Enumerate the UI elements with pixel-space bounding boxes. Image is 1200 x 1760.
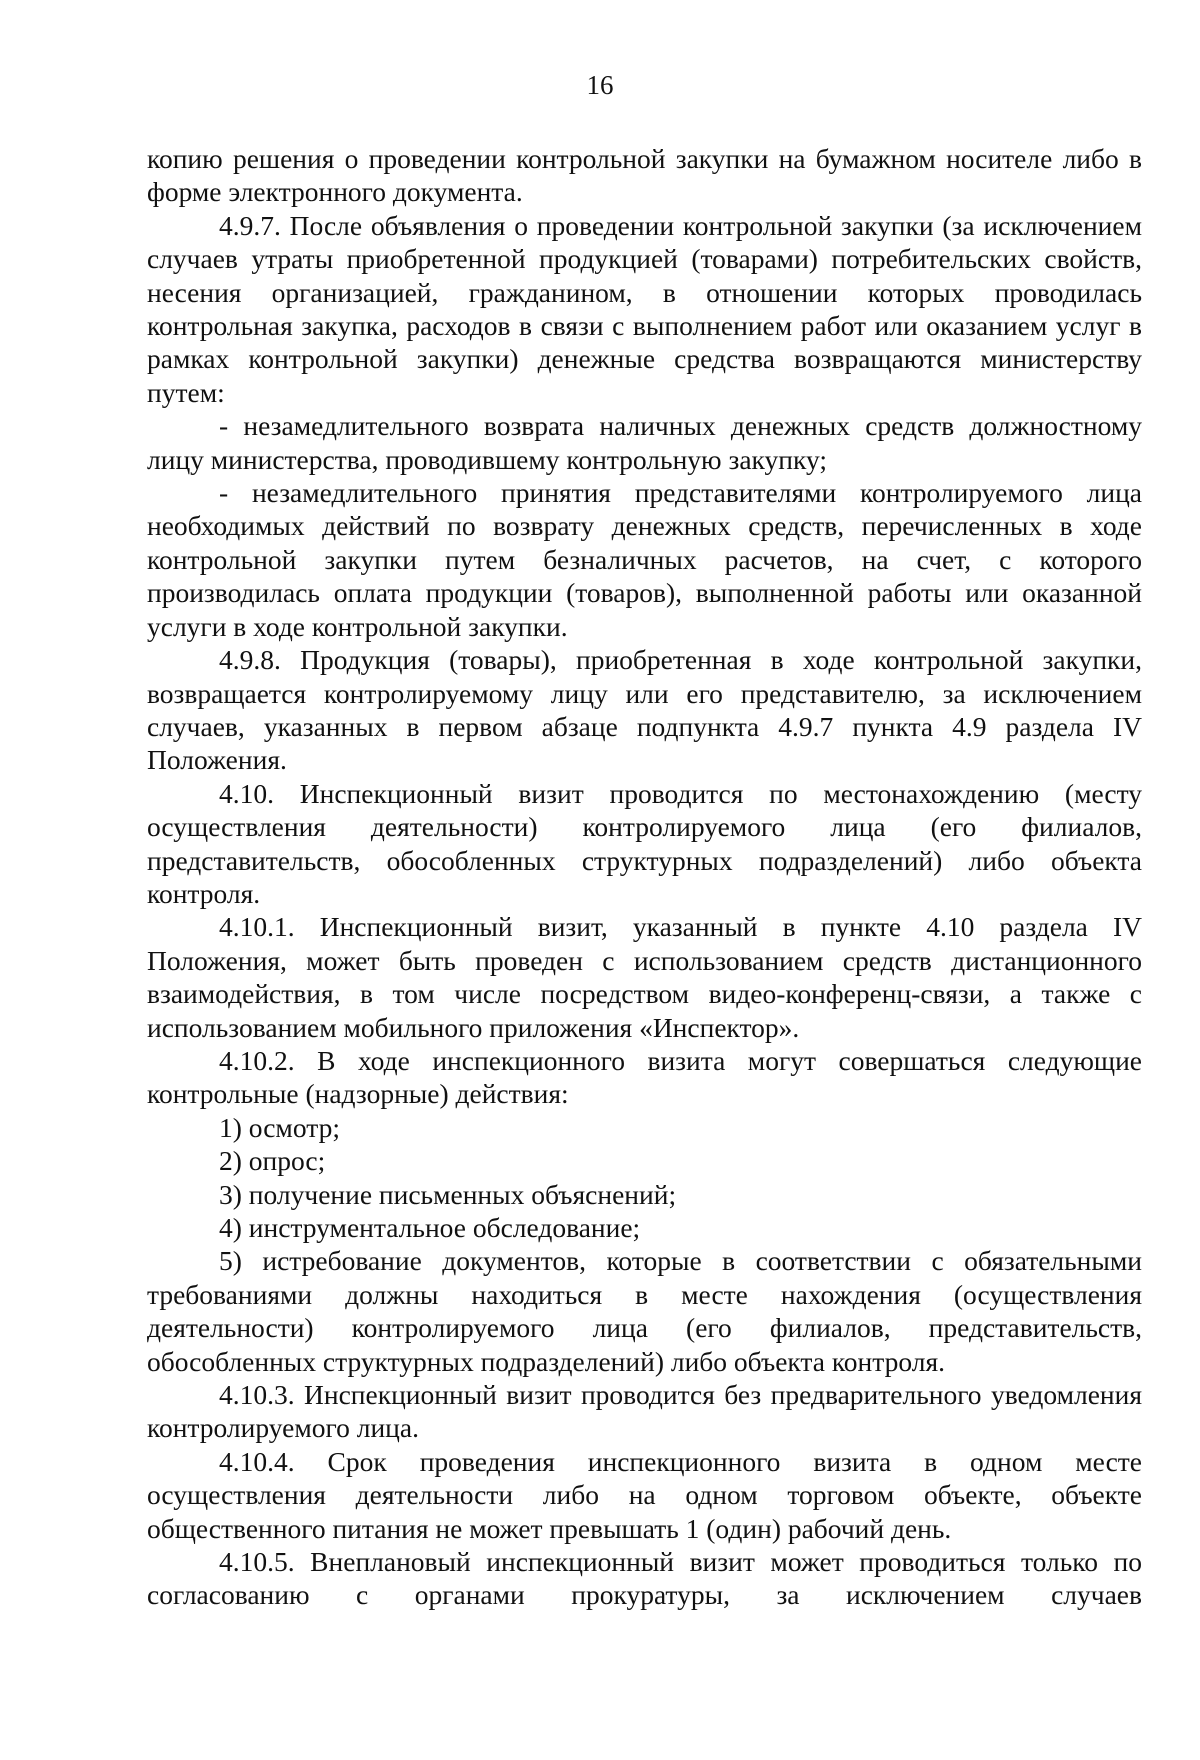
list-item-survey: 2) опрос; bbox=[219, 1145, 326, 1177]
list-item-noncash-return: - незамедлительного принятия представителями контролируемого лица необходимых действий по возврату денежных средств, перечисленных в ходе контрольной закупки путем безналичных расчетов, на счет, с которого производилась оплата продукции (товаров), выполненной работы или оказанной услуги в ходе контрольной закупки. bbox=[147, 477, 1142, 642]
paragraph-4-10: 4.10. Инспекционный визит проводится по местонахождению (месту осуществления деятельности) контролируемого лица (его филиалов, представительств, обособленных структурных подразделений) либо объекта контроля. bbox=[147, 777, 1142, 909]
paragraph-continuation: копию решения о проведении контрольной закупки на бумажном носителе либо в форме электронного документа. bbox=[147, 143, 1142, 208]
paragraph-4-10-1: 4.10.1. Инспекционный визит, указанный в пункте 4.10 раздела IV Положения, может быть проведен с использованием средств дистанционного взаимодействия, в том числе посредством видео-конференц-связи, а также с использованием мобильного приложения «Инспектор». bbox=[147, 911, 1142, 1043]
paragraph-4-10-4: 4.10.4. Срок проведения инспекционного визита в одном месте осуществления деятельности либо на одном торговом объекте, объекте общественного питания не может превышать 1 (один) рабочий день. bbox=[147, 1445, 1142, 1544]
paragraph-4-10-3: 4.10.3. Инспекционный визит проводится без предварительного уведомления контролируемого лица. bbox=[147, 1379, 1142, 1444]
list-item-cash-return: - незамедлительного возврата наличных денежных средств должностному лицу министерства, проводившему контрольную закупку; bbox=[147, 410, 1142, 475]
list-item-inspection: 1) осмотр; bbox=[219, 1111, 340, 1143]
list-item-instrumental-examination: 4) инструментальное обследование; bbox=[219, 1212, 641, 1243]
paragraph-4-9-8: 4.9.8. Продукция (товары), приобретенная в ходе контрольной закупки, возвращается контролируемому лицу или его представителю, за исключением случаев, указанных в первом абзаце подпункта 4.9.7 пункта 4.9 раздела IV Положения. bbox=[147, 644, 1142, 776]
document-body bbox=[147, 142, 1142, 1612]
paragraph-4-9-7: 4.9.7. После объявления о проведении контрольной закупки (за исключением случаев утраты приобретенной продукцией (товарами) потребительских свойств, несения организацией, гражданином, в отношении которых проводилась контрольная закупка, расходов в связи с выполнением работ или оказанием услуг в рамках контрольной закупки) денежные средства возвращаются министерству путем: bbox=[147, 209, 1142, 408]
list-item-document-request: 5) истребование документов, которые в соответствии с обязательными требованиями должны находиться в месте нахождения (осуществления деятельности) контролируемого лица (его филиалов, представительств, обособленных структурных подразделений) либо объекта контроля. bbox=[147, 1245, 1142, 1377]
paragraph-4-10-5: 4.10.5. Внеплановый инспекционный визит может проводиться только по согласованию с органами прокуратуры, за исключением случаев bbox=[147, 1546, 1142, 1611]
page-number: 16 bbox=[586, 70, 614, 100]
paragraph-4-10-2: 4.10.2. В ходе инспекционного визита могут совершаться следующие контрольные (надзорные) действия: bbox=[147, 1044, 1142, 1110]
list-item-written-explanations: 3) получение письменных объяснений; bbox=[219, 1178, 677, 1210]
